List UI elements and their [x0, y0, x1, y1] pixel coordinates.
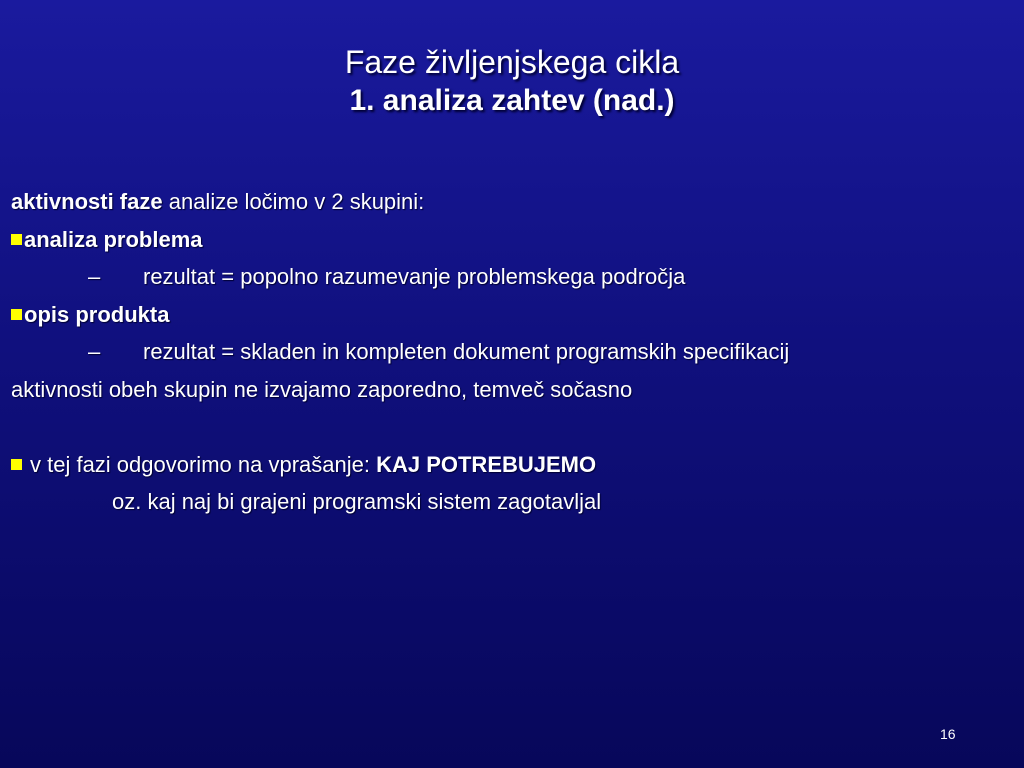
question-answer: KAJ POTREBUJEMO	[376, 451, 597, 477]
sub-item-group-2-result	[11, 333, 1011, 371]
question-followup: oz. kaj naj bi grajeni programski sistem zagotavljal	[112, 489, 602, 514]
group-2-label: opis produkta	[24, 301, 170, 327]
bullet-item-opis-produkta	[11, 296, 1011, 334]
dash-marker: –	[88, 264, 101, 289]
intro-bold-text: aktivnosti faze	[11, 189, 163, 214]
square-bullet-icon	[11, 234, 22, 245]
square-bullet-icon	[11, 309, 22, 320]
intro-line	[11, 183, 1011, 221]
slide-body	[11, 183, 1011, 521]
dash-marker: –	[88, 339, 101, 364]
page-number: 16	[940, 726, 956, 742]
question-prefix: v tej fazi odgovorimo na vprašanje:	[30, 451, 377, 477]
title-line-2: 1. analiza zahtev (nad.)	[349, 84, 675, 117]
bullet-item-analiza-problema	[11, 221, 1011, 259]
bullet-item-question	[11, 446, 1011, 484]
square-bullet-icon	[11, 459, 22, 470]
intro-text: analize ločimo v 2 skupini:	[162, 189, 425, 214]
parallel-note: aktivnosti obeh skupin ne izvajamo zaporedno, temveč sočasno	[11, 376, 633, 402]
group-2-result-text: rezultat = skladen in kompleten dokument programskih specifikacij	[143, 339, 790, 364]
group-1-result-text: rezultat = popolno razumevanje problemskega področja	[143, 264, 686, 289]
slide-title	[0, 42, 1024, 120]
title-line-1: Faze življenjskega cikla	[344, 44, 680, 80]
group-1-label: analiza problema	[24, 226, 203, 252]
sub-item-group-1-result	[11, 258, 1011, 296]
blank-line	[11, 408, 1011, 446]
